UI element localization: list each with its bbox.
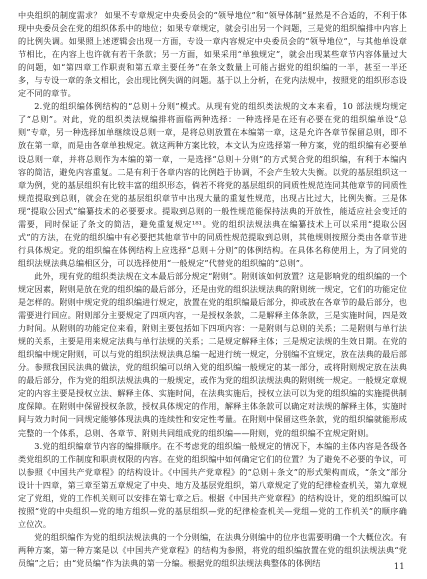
paragraph-2: 2.党的组织编体例结构的“总则＋分则”模式。从现有党的组织类法规的文本来看，10 部法规均规定了“总则”。对此，党的组织类法规编排将面临两种选择：一种选择是在还有必要在党的组织编单设“总则”专章，另一种选择加单继续设总则一章，是将总则放置在本编第一章，这是允许各章节保留总则，即不放在第一章，而是由各章单独规定。就这两种方案比较，本文认为应选择第一种方案，党的组织编有必要单设总则一章，并将总则作为本编的第一章，一是选择“总则＋分则”的方式契合党的组织编，有利于本编内容的简洁，避免内容重复。二是有利于各章内容的比例趋于协调，不会产生较大失衡。以党的基层组织这一章为例，党的基层组织有比较丰富的组织形态，倘若不将党的基层组织的同质性规范连同其他章节的同质性规范提取到总则，就会在党的基层组织章节中出现大量的重复性规范，出现占比过大，比例失衡。三是体现“提取公因式”编纂技术的必要要求。提取到总则的一般性规范能保持法典的开放性，能适应社会变迁的需要，同时保证了条文的简洁，避免重复规定¹⁸¹。党的组织法规法典在编纂技术上可以采用“提取公因式”的方法，在党的组织编中有必要把其他章节中的同质性规范提取到总则，其他规则按照分类由各章节进行具体规定。党的组织编在体例结构上应选择“总则＋分则”的体例结构。在具体名称使用上，为了同党的组织法规法典总编相区分，可以选择使用“一般规定”代替党的组织编的“总则”。 — [18, 101, 407, 268]
paragraph-4: 3.党的组织编章节内容的编排顺序。在不考虑党的组织编一般规定的情况下，本编的主体内容是各级各类党组织的工作制度和职责权限的内容。在党的组织编中如何确定它们的位置？为了避免不必要的争议，可以参照《中国共产党章程》的结构设计。《中国共产党章程》的“总则＋条文”的形式架构而成，“条文”部分设计十四章，第三章至第五章规定了中央、地方及基层党组织，第八章规定了党的纪律检查机关，第九章规定了党组，党的工作机关则可以安排在第七章之后。根据《中国共产党章程》的结构设计，党的组织编可以按照“党的中央组织—党的地方组织—党的基层组织—党的纪律检查机关—党组—党的工作机关”的顺序确立位次。 — [18, 440, 407, 529]
paragraph-5: 党的组织编作为党的组织法规法典的一个分则编，在法典分则编中的位序也需要明确一个大概位次。有两种方案，第一种方案是以《中国共产党章程》的结构为参照，将党的组织编放置在党的组织法规法典“党员编”之后；由“党员编”作为法典的第一分编。根据党的组织法规法典整体的体例结 — [18, 531, 407, 568]
paragraph-3: 此外，现有党的组织类法规在文本最后部分规定“附则”。附则该如何放置？这是影响党的组织编的一个规定因素，附则是放在党的组织编的最后部分，还是由党的组织法规法典的附则统一规定，它们的功能定位是怎样的。附则中规定党的组织编进行规定，放置在党的组织编最后部分，抑或放在各章节的最后部分，也需要进行回应。附则部分主要规定了四项内容，一是授权条款，二是解释主体条款，三是实施时间，四是效力时间。从附则的功能定位来看，附则主要包括如下四项内容：一是附则与总则的关系；二是附则与单行法规的关系，主要是用来规定法典与单行法规的关系；二是规定解释主体；三是规定法规的生效日期。在党的组织编中规定附则，可以与党的组织法规法典总编一起进行统一规定，分别编不宜规定，放在法典的最后部分。参照我国民法典的做法，党的组织编可以纳入党的组织编一般规定的某一部分，或将附则规定放在法典的最后部分，作为党的组织法规法典的一般规定，或作为党的组织法规法典的附则统一规定。一般规定章规定的内容主要是授权立法、解释主体、实施时间，在法典实施后，授权立法可以为党的组织编的实施提供制度保障。在附则中保留授权条款，授权具体规定的作用，解释主体条款可以确定对法规的解释主体，实施时间与效力时间一同规定能够体现法典的连续性和安定性考量。在附则中保留这些条款，党的组织编就能形成完整的一个体系，总则、各章节、附则共同组成党的组织编——附则，党的组织编不宜规定附则。 — [18, 270, 408, 438]
paragraph-1: 中央组织的制度需求？ 如果不专章规定中央委员会的“领导地位”和“领导体制”显然是不合适的，不利于体现中央委员会在党的组织体系中的地位；如果专章规定，就会引出另一个问题，三是党的组织编排中内容上的比例失调。如果照上述逻辑会出现一方面，专设一章内容规定中央委员会的“领导地位”，与其他单设章节相比，在内容上也许就有若干条款；另一方面，如果采用“单独规定”，就会出现某些章节内容体量过大的问题，如“第四章工作职责和第五章主要任务”在条文数量上可能占据党的组织编的一半，甚至一半还多，与专设一章的条文相比，会出现比例失调的问题。基于以上分析，在党内法规中，按照党的组织形态设定不同的章节。 — [18, 10, 407, 99]
page-number: 11 — [393, 562, 405, 571]
